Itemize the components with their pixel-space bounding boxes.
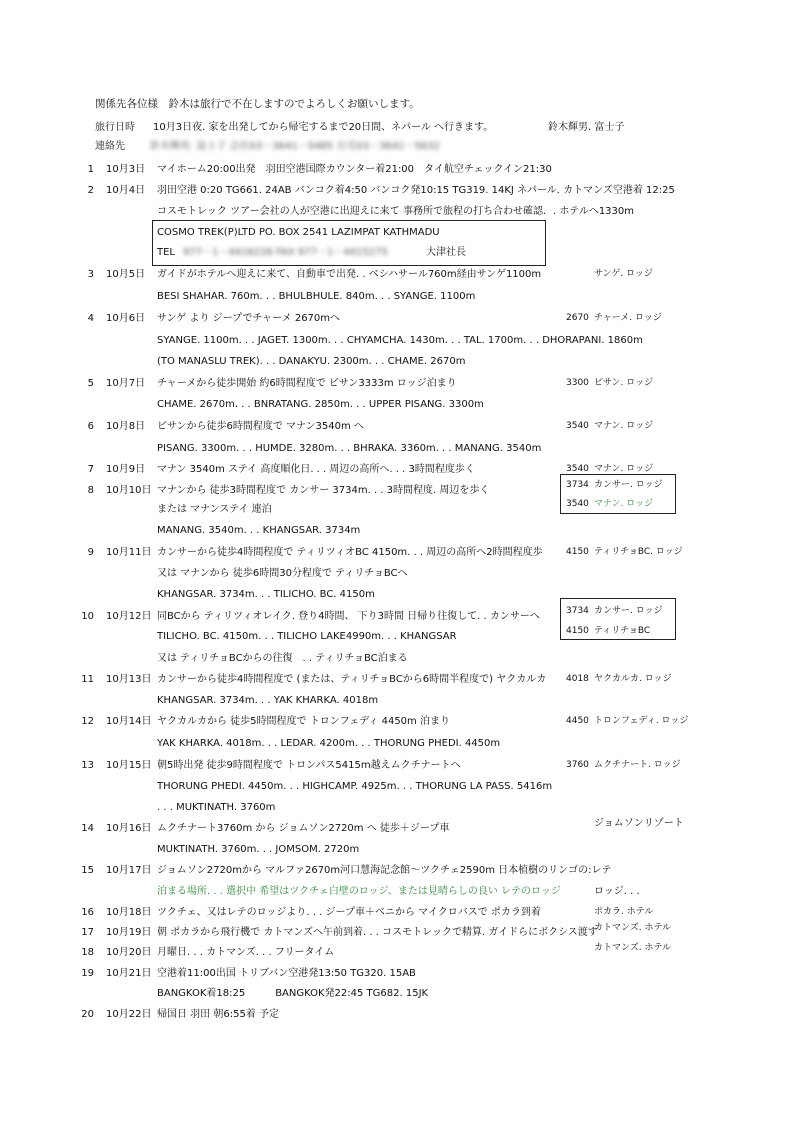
- row-date: 10月16日: [106, 823, 152, 834]
- row-date: 10月15日: [106, 760, 152, 771]
- tel-label: TEL: [157, 247, 175, 258]
- accommodation-altitude: 4018: [566, 674, 589, 684]
- row-number: 6: [87, 421, 94, 432]
- row-line: チャーメから徒歩開始 約6時間程度で ピサン3333m ロッジ泊まり: [157, 378, 457, 389]
- row-line: (TO MANASLU TREK). . . DANAKYU. 2300m. . . CHAME. 2670m: [157, 356, 466, 367]
- row-date: 10月3日: [106, 164, 146, 175]
- row-date: 10月17日: [106, 865, 152, 876]
- row-date: 10月12日: [106, 611, 152, 622]
- accommodation: カトマンズ. ホテル: [594, 943, 672, 953]
- accommodation: サンゲ. ロッジ: [594, 269, 653, 279]
- accommodation: カンサー. ロッジ: [594, 480, 663, 490]
- row-date: 10月6日: [106, 313, 146, 324]
- row-line: サンゲ より ジープでチャーメ 2670mへ: [157, 313, 341, 324]
- row-number: 2: [87, 185, 94, 196]
- row-number: 20: [81, 1009, 94, 1020]
- row-date: 10月9日: [106, 464, 146, 475]
- row-line: CHAME. 2670m. . . BNRATANG. 2850m. . . UPPER PISANG. 3300m: [157, 399, 484, 410]
- row-line: 空港着11:00出国 トリブバン空港発13:50 TG320. 15AB: [157, 968, 416, 979]
- row-date: 10月5日: [106, 269, 146, 280]
- row-date: 10月7日: [106, 378, 146, 389]
- accommodation-altitude: 4150: [566, 626, 589, 636]
- accommodation-altitude: 3540: [566, 464, 589, 474]
- row-date: 10月20日: [106, 947, 152, 958]
- row-line: 月曜日. . . カトマンズ. . . フリータイム: [157, 947, 335, 958]
- row-line: MUKTINATH. 3760m. . . JOMSOM. 2720m: [157, 844, 360, 855]
- president-name: 大津社長: [426, 247, 466, 258]
- row-date: 10月8日: [106, 421, 146, 432]
- row-number: 18: [81, 947, 94, 958]
- accommodation: ポカラ. ホテル: [594, 907, 654, 917]
- row-number: 12: [81, 716, 94, 727]
- accommodation-altitude: 3734: [566, 606, 589, 616]
- contact-redacted: 鈴木輝男. 富士子 会社03－3641－5485 自宅03－3641－5632: [150, 141, 440, 152]
- accommodation: ロッジ. . .: [594, 886, 640, 897]
- accommodation: ピサン. ロッジ: [594, 378, 654, 388]
- accommodation: ジョムソンリゾート: [594, 818, 684, 829]
- row-line: ヤクカルカから 徒歩5時間程度で トロンフェディ 4450m 泊まり: [157, 716, 450, 727]
- row-line: ガイドがホテルへ迎えに来て、自動車で出発. . ベシハサール760m経由サンゲ1100m: [157, 269, 542, 280]
- tel-redacted: 977－1－4416226 FAX 977－1－4415275: [183, 247, 388, 258]
- greeting-line: 関係先各位様 鈴木は旅行で不在しますのでよろしくお願いします。: [95, 98, 420, 110]
- row-line: マナン 3540m ステイ 高度順化日. . . 周辺の高所へ. . . 3時間程度歩く: [157, 464, 475, 475]
- row-number: 4: [87, 313, 94, 324]
- row-line: THORUNG PHEDI. 4450m. . . HIGHCAMP. 4925m. . . THORUNG LA PASS. 5416m: [157, 781, 553, 792]
- trip-label: 旅行日時: [95, 122, 135, 133]
- row-number: 16: [81, 907, 94, 918]
- row-date: 10月22日: [106, 1009, 152, 1020]
- accommodation: マナン. ロッジ: [594, 464, 654, 474]
- accommodation: ヤクカルカ. ロッジ: [594, 674, 672, 684]
- row-line: TILICHO. BC. 4150m. . . TILICHO LAKE4990m. . . KHANGSAR: [157, 631, 457, 642]
- row-number: 10: [81, 611, 94, 622]
- row-line: または マナンステイ 連泊: [157, 504, 272, 515]
- row-line: 又は ティリチョBCからの往復 . . ティリチョBC泊まる: [157, 653, 408, 664]
- row-line: 朝5時出発 徒歩9時間程度で トロンパス5415m越えムクチナートへ: [157, 760, 461, 771]
- row-line: MANANG. 3540m. . . KHANGSAR. 3734m: [157, 525, 361, 536]
- row-line: 泊まる場所. . . 選択中 希望はツクチェ白壁のロッジ、または見晴らしの良い レテのロッジ: [157, 886, 561, 897]
- accommodation-altitude: 4150: [566, 547, 589, 557]
- accommodation-altitude: 3540: [566, 421, 589, 431]
- row-number: 17: [81, 927, 94, 938]
- row-line: BANGKOK着18:25 BANGKOK発22:45 TG682. 15JK: [157, 988, 429, 999]
- row-line: 又は マナンから 徒歩6時間30分程度で ティリチョBCへ: [157, 568, 408, 579]
- row-line: 帰国日 羽田 朝6:55着 予定: [157, 1009, 279, 1020]
- row-line: カンサーから徒歩4時間程度で ティリツィオBC 4150m. . . 周辺の高所へ2時間程度歩: [157, 547, 543, 558]
- row-number: 8: [87, 485, 94, 496]
- row-line: コスモトレック ツアー会社の人が空港に出迎えに来て 事務所で旅程の打ち合わせ確認．. ホテルへ1330m: [157, 206, 635, 217]
- traveler-names: 鈴木輝男. 富士子: [548, 122, 625, 133]
- row-number: 9: [87, 547, 94, 558]
- accommodation: チャーメ. ロッジ: [594, 313, 662, 323]
- row-number: 15: [81, 865, 94, 876]
- trip-text: 10月3日夜. 家を出発してから帰宅するまで20日間、ネパール へ行きます。: [153, 122, 494, 133]
- row-number: 7: [87, 464, 94, 475]
- accommodation-altitude: 3760: [566, 760, 589, 770]
- row-date: 10月18日: [106, 907, 152, 918]
- row-date: 10月10日: [106, 485, 152, 496]
- row-line: 羽田空港 0:20 TG661. 24AB バンコク着4:50 バンコク発10:15 TG319. 14KJ ネパール. カトマンズ空港着 12:25: [157, 185, 675, 196]
- accommodation: トロンフェディ. ロッジ: [594, 716, 689, 726]
- accommodation-altitude: 3540: [566, 499, 589, 509]
- accommodation-altitude: 3300: [566, 378, 589, 388]
- accommodation: カトマンズ. ホテル: [594, 923, 672, 933]
- accommodation: マナン. ロッジ: [594, 421, 654, 431]
- row-line: YAK KHARKA. 4018m. . . LEDAR. 4200m. . . THORUNG PHEDI. 4450m: [157, 738, 501, 749]
- accommodation: カンサー. ロッジ: [594, 606, 663, 616]
- accommodation-altitude: 3734: [566, 480, 589, 490]
- company-address: COSMO TREK(P)LTD PO. BOX 2541 LAZIMPAT KATHMADU: [157, 227, 440, 238]
- row-date: 10月19日: [106, 927, 152, 938]
- row-date: 10月4日: [106, 185, 146, 196]
- row-number: 5: [87, 378, 94, 389]
- row-line: SYANGE. 1100m. . . JAGET. 1300m. . . CHYAMCHA. 1430m. . . TAL. 1700m. . . DHORAPANI. 1860m: [157, 335, 643, 346]
- row-line: KHANGSAR. 3734m. . . TILICHO. BC. 4150m: [157, 589, 375, 600]
- contact-label: 連絡先: [95, 141, 125, 152]
- row-number: 13: [81, 760, 94, 771]
- row-line: マイホーム20:00出発 羽田空港国際カウンター着21:00 タイ航空チェックイン21:30: [157, 164, 552, 175]
- row-date: 10月21日: [106, 968, 152, 979]
- accommodation-altitude: 2670: [566, 313, 589, 323]
- row-date: 10月14日: [106, 716, 152, 727]
- row-line: BESI SHAHAR. 760m. . . BHULBHULE. 840m. . . SYANGE. 1100m: [157, 291, 476, 302]
- row-line: カンサーから徒歩4時間程度で (または、ティリチョBCから6時間半程度で) ヤクカルカ: [157, 674, 547, 685]
- row-line: マナンから 徒歩3時間程度で カンサー 3734m. . . 3時間程度. 周辺を歩く: [157, 485, 490, 496]
- row-line: 同BCから ティリツィオレイク. 登り4時間、 下り3時間 日帰り往復して. . カンサーへ: [157, 611, 540, 622]
- row-line: . . . MUKTINATH. 3760m: [157, 802, 276, 813]
- accommodation-alt: マナン. ロッジ: [594, 499, 654, 509]
- row-number: 14: [81, 823, 94, 834]
- row-line: ジョムソン2720mから マルファ2670m河口慧海記念館～ツクチェ2590m 日本植樹のリンゴの:レテ: [157, 865, 612, 876]
- row-number: 11: [81, 674, 94, 685]
- row-number: 1: [87, 164, 94, 175]
- row-number: 3: [87, 269, 94, 280]
- row-line: PISANG. 3300m. . . HUMDE. 3280m. . . BHRAKA. 3360m. . . MANANG. 3540m: [157, 443, 542, 454]
- row-line: 朝 ポカラから飛行機で カトマンズへ午前到着. . . コスモトレックで精算. ガイドらにボクシス渡す: [157, 927, 598, 938]
- row-date: 10月11日: [106, 547, 152, 558]
- accommodation-alt: ティリチョBC: [594, 626, 651, 636]
- row-line: ピサンから徒歩6時間程度で マナン3540m へ: [157, 421, 364, 432]
- row-number: 19: [81, 968, 94, 979]
- row-line: ムクチナート3760m から ジョムソン2720m へ 徒歩＋ジープ車: [157, 823, 450, 834]
- row-line: KHANGSAR. 3734m. . . YAK KHARKA. 4018m: [157, 695, 379, 706]
- row-line: ツクチェ、又はレテのロッジより. . . ジープ車＋ベニから マイクロバスで ポカラ到着: [157, 907, 541, 918]
- accommodation-altitude: 4450: [566, 716, 589, 726]
- accommodation: ムクチナート. ロッジ: [594, 760, 681, 770]
- accommodation: ティリチョBC. ロッジ: [594, 547, 683, 557]
- row-date: 10月13日: [106, 674, 152, 685]
